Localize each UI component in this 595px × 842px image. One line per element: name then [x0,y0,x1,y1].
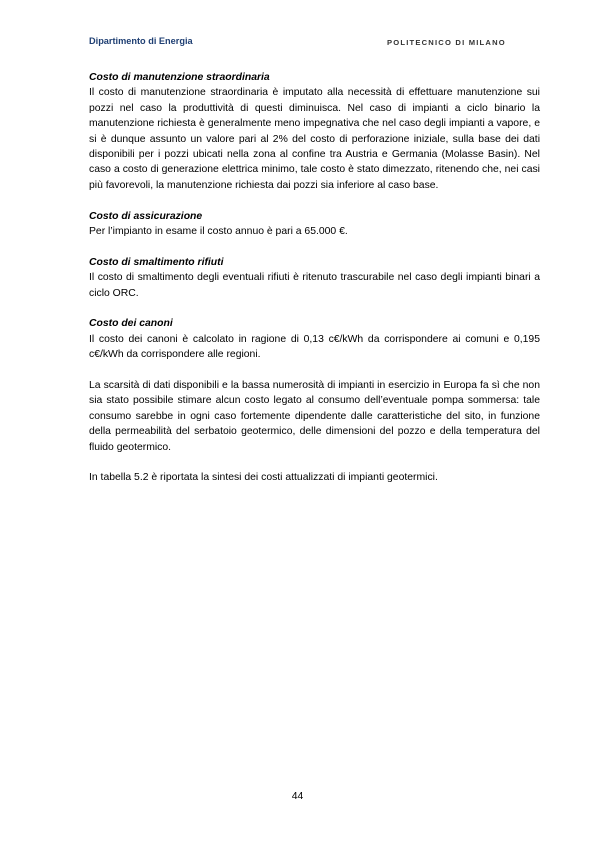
section-text-manutenzione: Il costo di manutenzione straordinaria è imputato alla necessità di effettuare manutenzione sui pozzi nel caso la produttività di questi diminuisca. Nel caso di impianti a ciclo binario la manutenzione richiesta è generalmente meno impegnativa che nel caso degli impianti a vapore, e si è dunque assunto un valore pari al 2% del costo di perforazione iniziale, sulla base dei dati disponibili per i pozzi ubicati nella zona al confine tra Austria e Germania (Molasse Basin). Nel caso a costo di generazione elettrica minimo, tale costo è stato dimezzato, ritenendo che, nei casi più favorevoli, la manutenzione richiesta dai pozzi sia inferiore al caso base. [89,87,540,191]
spacer [89,301,540,316]
spacer [89,455,540,470]
section-text-smaltimento: Il costo di smaltimento degli eventuali rifiuti è ritenuto trascurabile nel caso degli impianti binari a ciclo ORC. [89,272,540,299]
spacer [89,193,540,208]
page-number: 44 [291,791,304,802]
section-title-manutenzione: Costo di manutenzione straordinaria [89,72,270,83]
spacer [89,363,540,378]
paragraph-tabella-reference: In tabella 5.2 è riportata la sintesi dei costi attualizzati di impianti geotermici. [89,472,438,484]
section-text-canoni: Il costo dei canoni è calcolato in ragione di 0,13 c€/kWh da corrispondere ai comuni e 0,195 c€/kWh da corrispondere alle regioni. [89,333,540,361]
section-title-assicurazione: Costo di assicurazione [89,210,203,222]
paragraph-pompa-sommersa: La scarsità di dati disponibili e la bassa numerosità di impianti in esercizio in Europa fa sì che non sia stato possibile stimare alcun costo legato al consumo dell’eventuale pompa sommersa: tale consumo sarebbe in ogni caso fortemente dipendente dalle caratteristiche del sito, in funzione della permeabilità del serbatoio geotermico, delle dimensioni del pozzo e della temperatura del fluido geotermico. [89,380,540,453]
section-title-canoni: Costo dei canoni [89,318,173,330]
section-text-assicurazione: Per l’impianto in esame il costo annuo è pari a 65.000 €. [89,226,348,238]
header-university-logo: POLITECNICO DI MILANO [387,38,506,47]
document-body [89,70,540,486]
section-title-smaltimento: Costo di smaltimento rifiuti [89,256,224,268]
spacer [89,239,540,254]
header-department: Dipartimento di Energia [89,36,193,46]
